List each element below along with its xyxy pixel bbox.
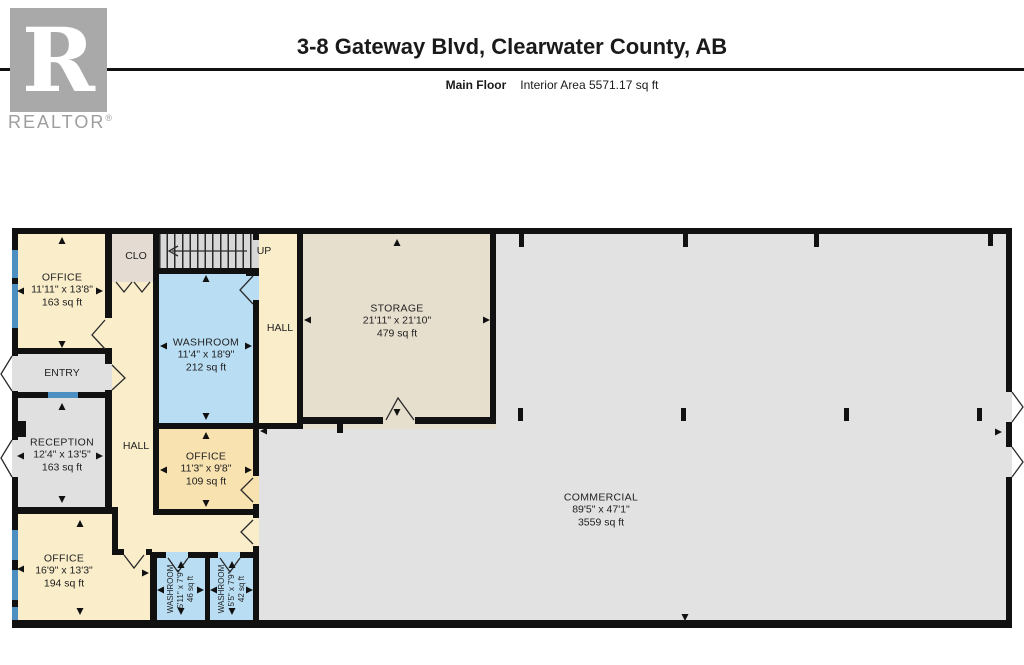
room-label-hall-upper: HALL xyxy=(266,321,294,334)
room-label-storage: STORAGE 21'11" x 21'10" 479 sq ft xyxy=(362,302,432,340)
measure-arrow-icon xyxy=(17,237,1002,621)
room-label-reception: RECEPTION 12'4" x 13'5" 163 sq ft xyxy=(30,436,94,474)
realtor-logo-letter: R xyxy=(21,8,96,112)
door-swing-icon xyxy=(1,276,1023,572)
room-label-closet: CLO xyxy=(125,249,147,262)
floor-name: Main Floor xyxy=(445,78,507,92)
room-label-washroom2: WASHROOM 5'5" x 7'9" 42 sq ft xyxy=(217,564,246,614)
stairs-up-arrow-icon xyxy=(169,246,247,256)
room-label-washroom1: WASHROOM 5'11" x 7'9" 46 sq ft xyxy=(166,564,195,614)
room-label-hall-lower: HALL xyxy=(122,439,150,452)
registered-mark: ® xyxy=(105,113,114,123)
realtor-logo-wordmark: REALTOR® xyxy=(8,112,114,132)
room-label-commercial: COMMERCIAL 89'5" x 47'1" 3559 sq ft xyxy=(563,491,639,529)
stairs-up-label: UP xyxy=(256,244,272,257)
room-label-office1: OFFICE 11'11" x 13'8" 163 sq ft xyxy=(31,271,93,309)
room-label-office2: OFFICE 11'3" x 9'8" 109 sq ft xyxy=(180,450,232,488)
column-marker xyxy=(518,233,993,421)
interior-area: Interior Area 5571.17 sq ft xyxy=(520,78,659,92)
room-label-entry: ENTRY xyxy=(44,366,80,379)
room-label-office3: OFFICE 16'9" x 13'3" 194 sq ft xyxy=(35,552,93,590)
room-label-washroom-main: WASHROOM 11'4" x 18'9" 212 sq ft xyxy=(172,336,240,374)
page-title: 3-8 Gateway Blvd, Clearwater County, AB xyxy=(296,34,728,59)
